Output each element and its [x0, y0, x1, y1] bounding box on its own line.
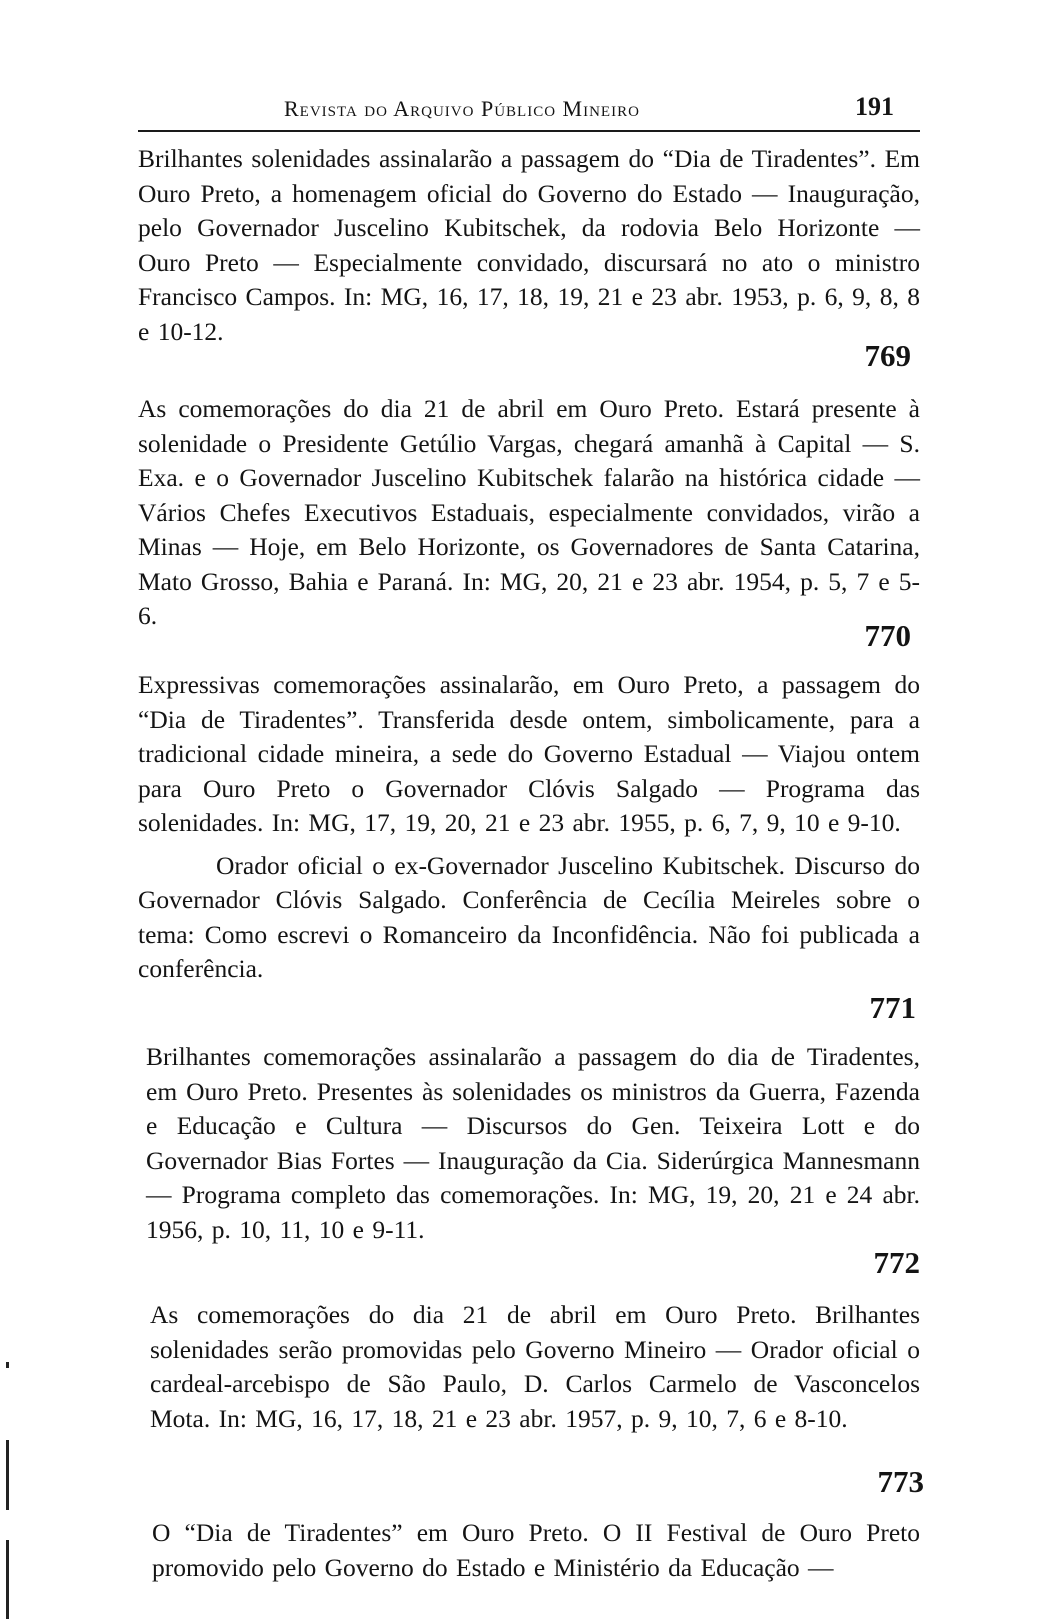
entry-paragraph: Brilhantes solenidades assinalarão a passagem do “Dia de Tiradentes”. Em Ouro Preto, a homenagem oficial do Governo do Estado — Inauguração, pelo Governador Juscelino Kubitschek, da rodovia Belo Horizonte — Ouro Preto — Especialmente convidado, discursará no ato o ministro Francisco Campos. In: MG, 16, 17, 18, 19, 21 e 23 abr. 1953, p. 6, 9, 8, 8 e 10-12. [138, 144, 920, 346]
entry-paragraph: As comemorações do dia 21 de abril em Ouro Preto. Brilhantes solenidades serão promovidas pelo Governo Mineiro — Orador oficial o cardeal-arcebispo de São Paulo, D. Carlos Carmelo de Vasconcelos Mota. In: MG, 16, 17, 18, 21 e 23 abr. 1957, p. 9, 10, 7, 6 e 8-10. [150, 1300, 920, 1433]
entry-paragraph: As comemorações do dia 21 de abril em Ouro Preto. Estará presente à solenidade o Presidente Getúlio Vargas, chegará amanhã à Capital — S. Exa. e o Governador Juscelino Kubitschek falarão na histórica cidade — Vários Chefes Executivos Estaduais, especialmente convidados, virão a Minas — Hoje, em Belo Horizonte, os Governadores de Santa Catarina, Mato Grosso, Bahia e Paraná. In: MG, 20, 21 e 23 abr. 1954, p. 5, 7 e 5-6. [138, 394, 920, 630]
entry-771 [138, 668, 920, 987]
scan-edge-mark [6, 1362, 9, 1368]
running-title: Revista do Arquivo Público Mineiro [284, 96, 640, 121]
entry-paragraph: Orador oficial o ex-Governador Juscelino Kubitschek. Discurso do Governador Clóvis Salgado. Conferência de Cecília Meireles sobre o tema: Como escrevi o Romanceiro da Inconfidência. Não foi publicada a conferência. [138, 850, 920, 983]
entry-769 [138, 142, 920, 349]
entry-number: 769 [864, 338, 911, 373]
running-header [138, 86, 920, 132]
entry-773 [150, 1298, 920, 1436]
entry-paragraph: Brilhantes comemorações assinalarão a passagem do dia de Tiradentes, em Ouro Preto. Presentes às solenidades os ministros da Guerra, Fazenda e Educação e Cultura — Discursos do Gen. Teixeira Lott e do Governador Bias Fortes — Inauguração da Cia. Siderúrgica Mannesmann — Programa completo das comemorações. In: MG, 19, 20, 21 e 24 abr. 1956, p. 10, 11, 10 e 9-11. [146, 1042, 920, 1244]
entry-number: 773 [877, 1464, 924, 1499]
entry-number: 770 [864, 618, 911, 653]
entry-770 [138, 392, 920, 634]
entry-772 [146, 1040, 920, 1247]
entry-number: 772 [873, 1245, 920, 1280]
entry-paragraph: Expressivas comemorações assinalarão, em Ouro Preto, a passagem do “Dia de Tiradentes”. Transferida desde ontem, simbolicamente, para a tradicional cidade mineira, a sede do Governo Estadual — Viajou ontem para Ouro Preto o Governador Clóvis Salgado — Programa das solenidades. In: MG, 17, 19, 20, 21 e 23 abr. 1955, p. 6, 7, 9, 10 e 9-10. [138, 670, 920, 837]
entry-paragraph: O “Dia de Tiradentes” em Ouro Preto. O II Festival de Ouro Preto promovido pelo Governo do Estado e Ministério da Educação — [152, 1518, 920, 1582]
entry-number: 771 [869, 990, 916, 1025]
page-number: 191 [855, 92, 894, 121]
entry-final [152, 1516, 920, 1585]
scan-edge-mark [6, 1540, 9, 1619]
scan-edge-mark [6, 1440, 9, 1510]
